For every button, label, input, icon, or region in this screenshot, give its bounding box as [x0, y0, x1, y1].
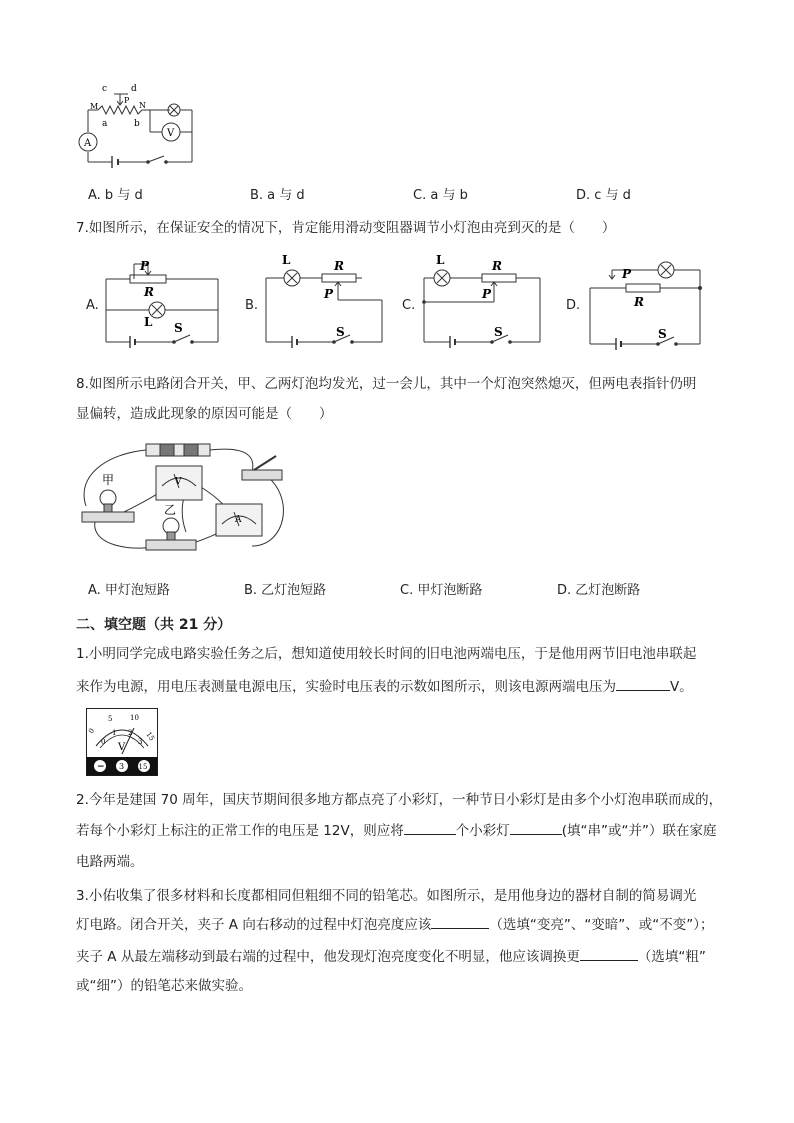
terminal-3: 3 [119, 762, 125, 771]
meter-bottom-1: 1 [112, 729, 117, 737]
q7-circuit-c [420, 252, 544, 350]
fill2-answer-blank-2[interactable] [510, 820, 562, 835]
q7c-label-R: R [492, 259, 502, 273]
fill3-line-1: 3.小佑收集了很多材料和长度都相同但粗细不同的铅笔芯。如图所示，是用他身边的器材自制的简易调光 [76, 888, 697, 904]
q7d-label-S: S [658, 327, 667, 341]
meter-top-5: 5 [108, 715, 113, 723]
meter-bottom-2: 2 [128, 729, 133, 737]
meter-top-10: 10 [130, 714, 139, 722]
terminal-negative: − [97, 762, 105, 772]
q7d-label-R: R [634, 295, 644, 309]
fill3-line-2 [76, 914, 714, 935]
section-heading-fill-blank: 二、填空题（共 21 分） [76, 617, 232, 633]
fill2-line-3: 电路两端。 [76, 854, 144, 870]
q6-label-M: M [90, 102, 99, 111]
q6-label-c: c [102, 84, 108, 94]
fill2-line-2-text-a: 若每个小彩灯上标注的正常工作的电压是 12V，则应将 [76, 823, 404, 839]
q8-option-a[interactable]: A. 甲灯泡短路 [88, 583, 170, 598]
q7-circuit-b [262, 252, 386, 350]
fill3-line-2-text-b: （选填“变亮”、“变暗”、或“不变”）； [489, 917, 714, 933]
q7b-label-P: P [324, 287, 334, 301]
fill2-line-2-text-c: (填“串”或“并”）联在家庭 [561, 823, 717, 839]
q6-voltmeter-label: V [167, 128, 175, 139]
q8-voltmeter-label: V [175, 477, 182, 487]
q8-option-d[interactable]: D. 乙灯泡断路 [557, 583, 641, 598]
q7b-label-R: R [334, 259, 344, 273]
q7c-label-L: L [436, 253, 445, 267]
fill1-line-2-text: 来作为电源，用电压表测量电源电压，实验时电压表的示数如图所示，则该电源两端电压为 [76, 679, 616, 695]
meter-unit: V [118, 742, 126, 753]
q6-circuit-figure [74, 80, 198, 176]
q7a-label-P: P [140, 259, 150, 273]
meter-top-15: 15 [144, 730, 157, 743]
q6-option-a[interactable]: A. b 与 d [88, 188, 143, 203]
q8-physical-circuit-figure [76, 436, 296, 562]
q7b-label-L: L [282, 253, 291, 267]
q7c-label-S: S [494, 325, 503, 339]
q6-ammeter-label: A [84, 138, 92, 149]
q7-option-c-letter[interactable]: C. [402, 298, 416, 313]
q7a-label-L: L [144, 315, 153, 329]
fill1-line-2 [76, 676, 693, 697]
terminal-15: 15 [138, 763, 148, 771]
meter-bottom-0: 0 [101, 738, 106, 746]
q6-option-c[interactable]: C. a 与 b [413, 188, 468, 203]
q8-option-b[interactable]: B. 乙灯泡短路 [244, 583, 327, 598]
q7-circuit-a [104, 258, 222, 350]
fill3-line-3-text-b: （选填“粗” [637, 949, 706, 965]
fill3-line-2-text-a: 灯电路。闭合开关，夹子 A 向右移动的过程中灯泡亮度应该 [76, 917, 432, 933]
q6-label-N: N [139, 101, 146, 110]
q7-option-a-letter[interactable]: A. [86, 298, 99, 313]
q8-option-c[interactable]: C. 甲灯泡断路 [400, 583, 483, 598]
q7a-label-S: S [174, 321, 183, 335]
fill1-line-1: 1.小明同学完成电路实验任务之后，想知道使用较长时间的旧电池两端电压，于是他用两节旧电池串联起 [76, 646, 697, 662]
fill3-line-3-text-a: 夹子 A 从最左端移动到最右端的过程中，他发现灯泡亮度变化不明显，他应该调换更 [76, 949, 580, 965]
q7c-label-P: P [482, 287, 492, 301]
q6-label-b: b [134, 119, 140, 129]
q8-question-line-1: 8.如图所示电路闭合开关，甲、乙两灯泡均发光，过一会儿，其中一个灯泡突然熄灭，但两电表指针仍明 [76, 376, 697, 392]
fill3-answer-blank-2[interactable] [580, 946, 638, 961]
q7d-label-P: P [622, 267, 632, 281]
q7-option-d-letter[interactable]: D. [566, 298, 581, 313]
fill2-line-2 [76, 820, 716, 841]
q7a-label-R: R [144, 285, 154, 299]
fill1-line-2-unit: V。 [670, 679, 693, 695]
fill3-line-3 [76, 946, 706, 967]
fill2-line-2-text-b: 个小彩灯 [455, 823, 510, 839]
meter-bottom-3: 3 [138, 738, 143, 746]
q7-option-b-letter[interactable]: B. [245, 298, 259, 313]
q6-label-d: d [131, 84, 137, 94]
fill1-voltmeter-figure [86, 708, 158, 776]
q8-question-line-2: 显偏转，造成此现象的原因可能是（ ） [76, 406, 333, 422]
fill1-answer-blank[interactable] [616, 676, 670, 691]
q6-option-b[interactable]: B. a 与 d [250, 188, 305, 203]
fill3-line-4: 或“细”）的铅笔芯来做实验。 [76, 978, 252, 994]
meter-top-0: 0 [87, 726, 97, 736]
q7b-label-S: S [336, 325, 345, 339]
q8-bulb-jia-label: 甲 [102, 473, 115, 487]
q6-label-a: a [102, 119, 108, 129]
fill2-answer-blank-1[interactable] [404, 820, 456, 835]
fill2-line-1: 2.今年是建国 70 周年，国庆节期间很多地方都点亮了小彩灯，一种节日小彩灯是由多个小灯泡串联而成的， [76, 792, 723, 808]
q6-option-d[interactable]: D. c 与 d [576, 188, 631, 203]
q6-label-P: P [124, 96, 130, 105]
q7-circuit-d [586, 256, 706, 352]
q8-ammeter-label: A [235, 515, 242, 525]
q7-question-text: 7.如图所示，在保证安全的情况下，肯定能用滑动变阻器调节小灯泡由亮到灭的是（ ） [76, 220, 616, 236]
q8-bulb-yi-label: 乙 [164, 503, 177, 517]
fill3-answer-blank-1[interactable] [431, 914, 489, 929]
